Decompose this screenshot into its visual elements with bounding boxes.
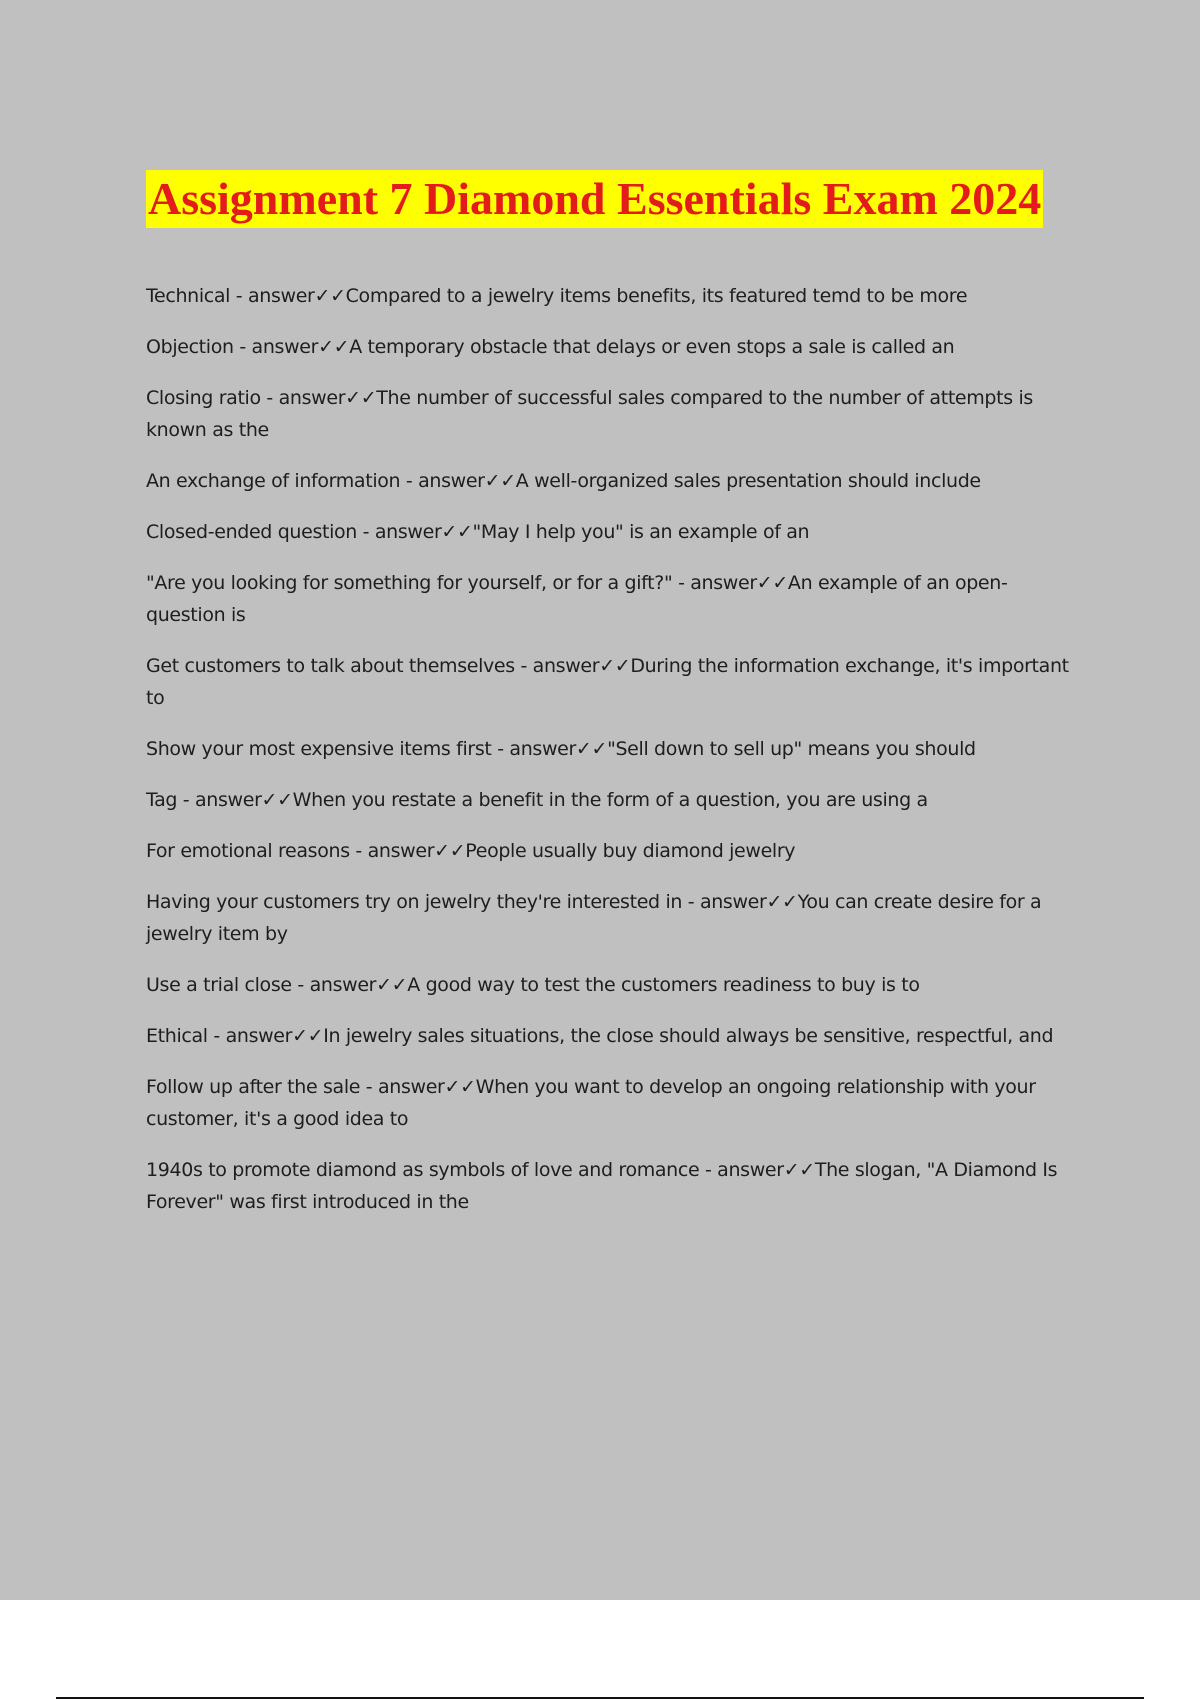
qa-item: Closing ratio - answer✓✓The number of successful sales compared to the number of attempts is known as the — [146, 387, 1033, 441]
qa-item: Follow up after the sale - answer✓✓When you want to develop an ongoing relationship with your customer, it's a good idea to — [146, 1076, 1036, 1130]
footer-rule — [56, 1697, 1144, 1699]
qa-item: Get customers to talk about themselves - answer✓✓During the information exchange, it's important to — [146, 655, 1069, 709]
qa-item: Technical - answer✓✓Compared to a jewelry items benefits, its featured temd to be more — [146, 285, 968, 307]
qa-item: Ethical - answer✓✓In jewelry sales situations, the close should always be sensitive, respectful, and — [146, 1025, 1054, 1047]
document-title: Assignment 7 Diamond Essentials Exam 2024 — [146, 170, 1043, 228]
qa-item: Objection - answer✓✓A temporary obstacle that delays or even stops a sale is called an — [146, 336, 955, 358]
qa-item: Closed-ended question - answer✓✓"May I help you" is an example of an — [146, 521, 810, 543]
qa-item: An exchange of information - answer✓✓A well-organized sales presentation should include — [146, 470, 981, 492]
qa-item: Tag - answer✓✓When you restate a benefit in the form of a question, you are using a — [146, 789, 928, 811]
qa-item: Show your most expensive items first - answer✓✓"Sell down to sell up" means you should — [146, 738, 976, 760]
qa-item: For emotional reasons - answer✓✓People usually buy diamond jewelry — [146, 840, 796, 862]
qa-list — [146, 280, 1086, 1237]
qa-item: "Are you looking for something for yourself, or for a gift?" - answer✓✓An example of an open-question is — [146, 572, 1008, 626]
qa-item: 1940s to promote diamond as symbols of love and romance - answer✓✓The slogan, "A Diamond Is Forever" was first introduced in the — [146, 1159, 1058, 1213]
qa-item: Having your customers try on jewelry they're interested in - answer✓✓You can create desire for a jewelry item by — [146, 891, 1042, 945]
qa-item: Use a trial close - answer✓✓A good way to test the customers readiness to buy is to — [146, 974, 920, 996]
